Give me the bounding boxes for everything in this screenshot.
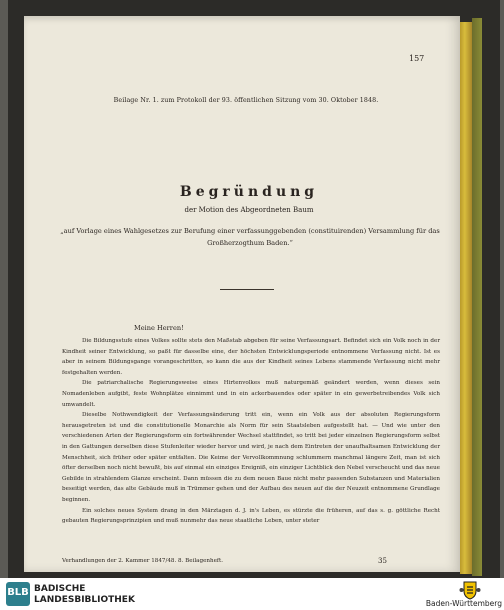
paragraph: Ein solches neues System drang in den Märztagen d. J. in's Leben, es stürzte die früheren, auf das s. g. göttliche Recht gebauten Regierungsprinzipien und muß nunmehr das neue staatliche Leben, unter steter <box>62 507 440 525</box>
baden-wuerttemberg-crest-icon <box>459 580 481 600</box>
body-text <box>62 336 440 527</box>
page-footer: Verhandlungen der 2. Kammer 1847/48. 8. Beilagenheft. <box>62 558 223 564</box>
page-number: 157 <box>409 54 425 63</box>
library-name-line2: LANDESBIBLIOTHEK <box>34 595 135 605</box>
divider <box>220 289 274 290</box>
library-name[interactable] <box>34 584 135 606</box>
state-name: Baden-Württemberg <box>425 599 502 608</box>
paragraph: Die Bildungsstufe eines Volkes sollte stets den Maßstab abgeben für seine Verfassungsart. Befindet sich ein Volk noch in der Kindheit seiner Entwicklung, so paßt für dasselbe eine, der höchsten Entwicklungsperiode entnommene Verfassung nicht. Ist es aber in seinem Bildungsgange vorangeschritten, so kann die aus der Kindheit seines Lebens stammende Verfassung nicht mehr festgehalten werden. <box>62 338 440 376</box>
gilt-page-edge <box>460 22 472 574</box>
motion-description: „auf Vorlage eines Wahlgesetzes zur Berufung einer verfassunggebenden (constituirenden) Versammlung für das Großherzogthum Baden.“ <box>60 227 440 247</box>
book-cover-edge <box>472 18 482 576</box>
blb-logo-text: BLB <box>7 587 29 598</box>
page <box>24 16 460 572</box>
salutation: Meine Herren! <box>134 324 184 332</box>
paragraph: Die patriarchalische Regierungsweise eines Hirtenvolkes muß naturgemäß geändert werden, wenn dieses sein Nomadenleben aufgibt, feste Wohnplätze einnimmt und in ein ackerbauendes oder später in ein gewerbetreibendes Volk sich umwandelt. <box>62 380 440 408</box>
book-scan <box>8 0 500 578</box>
paragraph: Dieselbe Nothwendigkeit der Verfassungsänderung tritt ein, wenn ein Volk aus der absoluten Regierungsform herausgetreten ist und die constitutionelle Monarchie als Norm für sein Staatsleben aufgestellt hat. — Und wie unter den verschiedenen Arten der Regierungsform ein fortwährender Wechsel stattfindet, so tritt bei jeder einzelnen Regierungsform selbst in den Gattungen derselben diese Stufenleiter wieder hervor und wird, je nach dem Eintreten der unaufhaltsamen Entwicklung der Menschheit, sich früher oder später entfalten. Die Keime der Vervollkommnung schlummern manchmal längere Zeit, man ist sich öfter derselben noch nicht bewußt, bis auf einmal ein einziges Ereigniß, ein einziger Lichtblick den Nebel verscheucht und das neue Gebilde in strahlendem Glanze erscheint. Dann müssen die zu dem neuen Baue nicht mehr passenden Substanzen und Materialien beseitigt werden, das alte Gebäude muß in Trümmer gehen und der Aufbau des neuen auf die der Neuzeit entnommene Grundlage beginnen. <box>62 412 440 503</box>
library-name-line1: BADISCHE <box>34 584 86 594</box>
blb-logo[interactable] <box>6 582 30 606</box>
document-subtitle: der Motion des Abgeordneten Baum <box>184 206 314 214</box>
footer-bar <box>0 578 504 610</box>
document-title: Begründung <box>179 184 319 200</box>
signature-number: 35 <box>378 557 387 565</box>
supplement-heading: Beilage Nr. 1. zum Protokoll der 93. öffentlichen Sitzung vom 30. Oktober 1848. <box>113 97 379 104</box>
